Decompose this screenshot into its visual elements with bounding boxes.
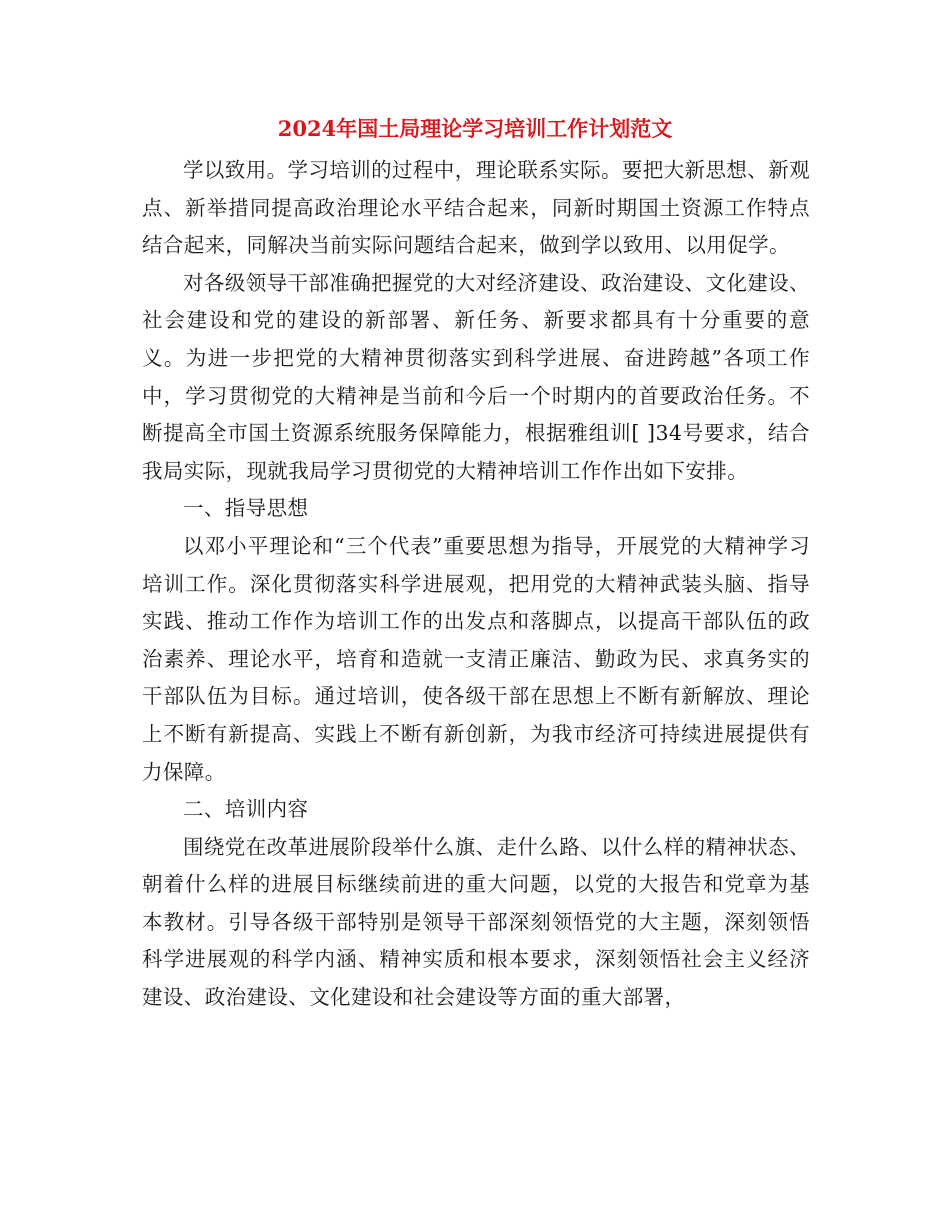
document-title: 2024年国土局理论学习培训工作计划范文 [277, 116, 673, 141]
paragraph-learning-application: 学以致用。学习培训的过程中，理论联系实际。要把大新思想、新观点、新举措同提高政治理论水平结合起来，同新时期国土资源工作特点结合起来，同解决当前实际问题结合起来，做到学以致用、以用促学。 [142, 158, 810, 258]
paragraph-significance: 对各级领导干部准确把握党的大对经济建设、政治建设、文化建设、社会建设和党的建设的新部署、新任务、新要求都具有十分重要的意义。为进一步把党的大精神贯彻落实到科学进展、奋进跨越”各项工作中，学习贯彻党的大精神是当前和今后一个时期内的首要政治任务。不断提高全市国土资源系统服务保障能力，根据雅组训[ ]34号要求，结合我局实际，现就我局学习贯彻党的大精神培训工作作出如下安排。 [142, 270, 810, 483]
paragraph-training-content: 围绕党在改革进展阶段举什么旗、走什么路、以什么样的精神状态、朝着什么样的进展目标继续前进的重大问题，以党的大报告和党章为基本教材。引导各级干部特别是领导干部深刻领悟党的大主题，深刻领悟科学进展观的科学内涵、精神实质和根本要求，深刻领悟社会主义经济建设、政治建设、文化建设和社会建设等方面的重大部署， [142, 834, 810, 1010]
paragraph-guiding-ideology: 以邓小平理论和“三个代表”重要思想为指导，开展党的大精神学习培训工作。深化贯彻落实科学进展观，把用党的大精神武装头脑、指导实践、推动工作作为培训工作的出发点和落脚点，以提高干部队伍的政治素养、理论水平，培育和造就一支清正廉洁、勤政为民、求真务实的干部队伍为目标。通过培训，使各级干部在思想上不断有新解放、理论上不断有新提高、实践上不断有新创新，为我市经济可持续进展提供有力保障。 [142, 533, 810, 784]
document-body [142, 152, 810, 1017]
section-heading-guiding-ideology: 一、指导思想 [183, 496, 309, 521]
section-heading-training-content: 二、培训内容 [183, 797, 309, 822]
